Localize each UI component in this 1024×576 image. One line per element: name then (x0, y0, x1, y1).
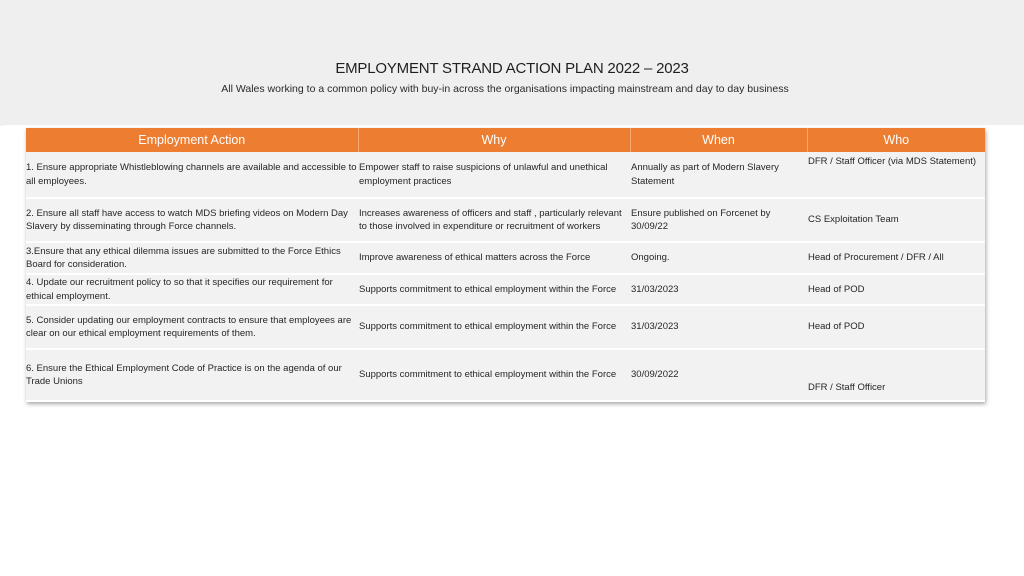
cell-why: Supports commitment to ethical employment within the Force (358, 305, 630, 349)
column-header-when: When (630, 128, 807, 152)
cell-who: Head of POD (807, 305, 985, 349)
page-subtitle: All Wales working to a common policy with buy-in across the organisations impacting mainstream and day to day business (221, 83, 789, 95)
cell-who: Head of Procurement / DFR / All (807, 242, 985, 274)
cell-why: Improve awareness of ethical matters across the Force (358, 242, 630, 274)
cell-why: Supports commitment to ethical employment within the Force (358, 349, 630, 401)
table-row (26, 152, 985, 198)
cell-when: Ensure published on Forcenet by 30/09/22 (630, 198, 807, 242)
cell-action: 2. Ensure all staff have access to watch MDS briefing videos on Modern Day Slavery by disseminating through Force channels. (26, 198, 358, 242)
cell-when: 31/03/2023 (630, 305, 807, 349)
table-header-row (26, 128, 985, 152)
cell-why: Supports commitment to ethical employment within the Force (358, 274, 630, 305)
page-title: EMPLOYMENT STRAND ACTION PLAN 2022 – 2023 (335, 60, 689, 77)
cell-who: DFR / Staff Officer (via MDS Statement) (807, 152, 985, 198)
cell-when: 30/09/2022 (630, 349, 807, 401)
cell-action: 4. Update our recruitment policy to so that it specifies our requirement for ethical employment. (26, 274, 358, 305)
table-row (26, 274, 985, 305)
table-row (26, 242, 985, 274)
table-row (26, 349, 985, 401)
cell-when: 31/03/2023 (630, 274, 807, 305)
cell-why: Empower staff to raise suspicions of unlawful and unethical employment practices (358, 152, 630, 198)
table-row (26, 305, 985, 349)
cell-action: 6. Ensure the Ethical Employment Code of Practice is on the agenda of our Trade Unions (26, 349, 358, 401)
cell-who: Head of POD (807, 274, 985, 305)
table-row (26, 198, 985, 242)
column-header-why: Why (358, 128, 630, 152)
cell-action: 5. Consider updating our employment contracts to ensure that employees are clear on our ethical employment requirements of them. (26, 305, 358, 349)
cell-why: Increases awareness of officers and staff , particularly relevant to those involved in expenditure or recruitment of workers (358, 198, 630, 242)
cell-who: CS Exploitation Team (807, 198, 985, 242)
cell-action: 3.Ensure that any ethical dilemma issues are submitted to the Force Ethics Board for consideration. (26, 242, 358, 274)
column-header-action: Employment Action (26, 128, 358, 152)
cell-when: Annually as part of Modern Slavery Statement (630, 152, 807, 198)
cell-action: 1. Ensure appropriate Whistleblowing channels are available and accessible to all employees. (26, 152, 358, 198)
cell-who: DFR / Staff Officer (807, 349, 985, 401)
action-plan-table (26, 128, 985, 402)
cell-when: Ongoing. (630, 242, 807, 274)
column-header-who: Who (807, 128, 985, 152)
